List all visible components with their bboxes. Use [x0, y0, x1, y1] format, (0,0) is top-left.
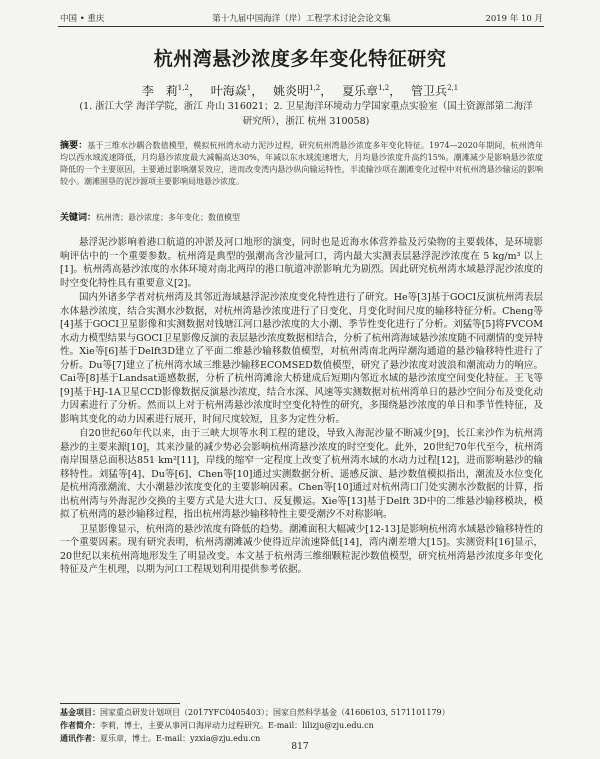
author: 夏乐章$^{1,2}$ [342, 84, 390, 98]
paragraph: 国内外诸多学者对杭州湾及其邻近海域悬浮泥沙浓度变化特性进行了研究。He等[3]基于GOCI反演杭州湾表层水体悬沙浓度，结合实测水沙数据，对杭州湾悬沙浓度进行了日变化、月变化时间尺度的输移特征分析。Cheng等[4]基于GOCI卫星影像和实测数据对钱塘江河口悬沙浓度的大小潮、季节性变化进行了分析。刘猛等[5]将FVCOM水动力模型结果与GOCI卫星影像反演的表层悬沙浓度数据相结合，分析了杭州湾海域悬沙浓度随不同潮情的变异特性。Xie等[6]基于Delft3D建立了平面二维悬沙输移数值模型，对杭州湾南北两岸潮沟通道的悬沙输移特性进行了分析。Du等[7]建立了杭州湾水域三维悬沙输移ECOMSED数值模型，研究了悬沙浓度对波浪和潮流动力的响应。Cai等[8]基于Landsat遥感数据，分析了杭州湾滩涂大桥建成后短期内邻近水域的悬沙浓度空间变化特征。王飞等[9]基于HJ-1A卫星CCD影像数据反演悬沙浓度，结合水深、风速等实测数据对杭州湾单日的悬沙空间分布及变化动力因素进行了分析。然而以上对于杭州湾悬沙浓度时空变化特性的研究，多围绕悬沙浓度的单日和季节性特征，及影响其变化的动力因素进行展开，时间尺度较短，且多为定性分析。 [60, 292, 543, 425]
paper-title: 杭州湾悬沙浓度多年变化特征研究 [153, 48, 447, 70]
author: 姚炎明$^{1,2}$ [273, 84, 321, 98]
footnote-corresponding: 通讯作者：夏乐章，博士。E-mail：yzxia@zju.edu.cn [60, 733, 261, 743]
keywords-label: 关键词： [60, 213, 97, 223]
author-list: 李 莉$^{1,2}$， 叶海焱$^1$， 姚炎明$^{1,2}$， 夏乐章$^{1,2}$， 管卫兵$^{2,1}$ [141, 84, 459, 98]
paragraph: 自20世纪60年代以来，由于三峡大坝等水利工程的建设，导致入海泥沙量不断减少[9]，长江来沙作为杭州湾悬沙的主要来源[10]，其来沙量的减少势必会影响杭州湾悬沙浓度的时空变化。此外，20世纪70年代至今，杭州湾南岸围垦总面积达851 km²[11]，岸线的缩窄一定程度上改变了杭州湾水域的水动力过程[12]，进而影响悬沙的输移特性。刘猛等[4]、Du等[6]、Chen等[10]通过实测数据分析、遥感反演、悬沙数值模拟指出，潮流及水位变化是杭州湾涨潮流、大小潮悬沙浓度变化的主要影响因素。Chen等[10]通过对杭州湾口门处实测水沙数据的计算，指出杭州湾与外海泥沙交换的主要方式是大进大口、反复搬运。Xie等[13]基于Delft 3D中的二维悬沙输移模块，模拟了杭州湾的悬沙输移过程，指出杭州湾悬沙输移特性主要受潮汐不对称影响。 [60, 428, 543, 520]
page-number: 817 [291, 742, 309, 752]
header-location: 中国 • 重庆 [60, 14, 105, 24]
author: 管卫兵$^{2,1}$ [411, 84, 459, 98]
footnotes [60, 706, 543, 745]
abstract [60, 140, 543, 188]
footnote-divider [60, 703, 180, 704]
affiliation: (1. 浙江大学 海洋学院，浙江 舟山 316021；2. 卫星海洋环境动力学国家重点实验室（国土资源部第二海洋研究所），浙江 杭州 310058) [79, 101, 533, 127]
header-divider [58, 26, 544, 27]
paragraph: 卫星影像显示，杭州湾的悬沙浓度有降低的趋势。潮滩面积大幅减少[12-13]是影响杭州湾水域悬沙输移特性的一个重要因素。现有研究表明，杭州湾潮滩减少使得近岸流速降低[14]，湾内潮差增大[15]。实测资料[16]显示，20世纪以来杭州湾地形发生了明显改变。本文基于杭州湾三维细颗粒泥沙数值模型，研究杭州湾悬沙浓度多年变化特征及产生机理，以期为河口工程规划利用提供参考依据。 [60, 523, 543, 575]
author: 叶海焱$^1$ [210, 84, 252, 98]
body-text [60, 236, 543, 578]
author: 李 莉$^{1,2}$ [141, 84, 189, 98]
footnote-funding: 基金项目：国家重点研发计划项目（2017YFC0405403）；国家自然科学基金（41606103, 5171101179） [60, 707, 450, 717]
footnote-author-bio: 作者简介：李莉，博士，主要从事河口海岸动力过程研究。E-mail：lilizju@zju.edu.cn [60, 720, 374, 730]
keywords [60, 212, 543, 224]
header-date: 2019 年 10 月 [485, 14, 543, 24]
keywords-text: 杭州湾；悬沙浓度；多年变化；数值模型 [96, 213, 241, 222]
header-proceedings: 第十九届中国海洋（岸）工程学术讨论会论文集 [212, 14, 391, 24]
abstract-label: 摘要： [60, 141, 88, 151]
abstract-text: 基于三维水沙耦合数值模型，模拟杭州湾水动力泥沙过程，研究杭州湾悬沙浓度多年变化特征。1974—2020年期间，杭州湾年均以西水域流速降低，月均悬沙浓度最大减幅高达30%，年减以东水域流速增大，月均悬沙浓度升高约15%。潮滩减少是影响悬沙浓度降低的一个主要原因，主要通过影响潮泵效应，进而改变湾内悬沙纵向输运特性，半流输沙项在潮滩变化过程中对杭州湾悬沙输运的影响较小。潮滩围垦的泥沙源项主要影响局地悬沙浓度。 [60, 141, 543, 186]
paragraph: 悬浮泥沙影响着港口航道的冲淤及河口地形的演变，同时也是近海水体营养盐及污染物的主要载体，是环境影响评估中的一个重要参数。杭州湾是典型的强潮高含沙量河口，湾内最大实测表层悬浮泥沙浓度在 5 kg/m³ 以上[1]。杭州湾高悬沙浓度的水体环境对南北两岸的港口航道冲淤影响尤为剧烈。因此研究杭州湾水域悬浮泥沙浓度的时空变化特性具有重要意义[2]。 [60, 237, 543, 289]
